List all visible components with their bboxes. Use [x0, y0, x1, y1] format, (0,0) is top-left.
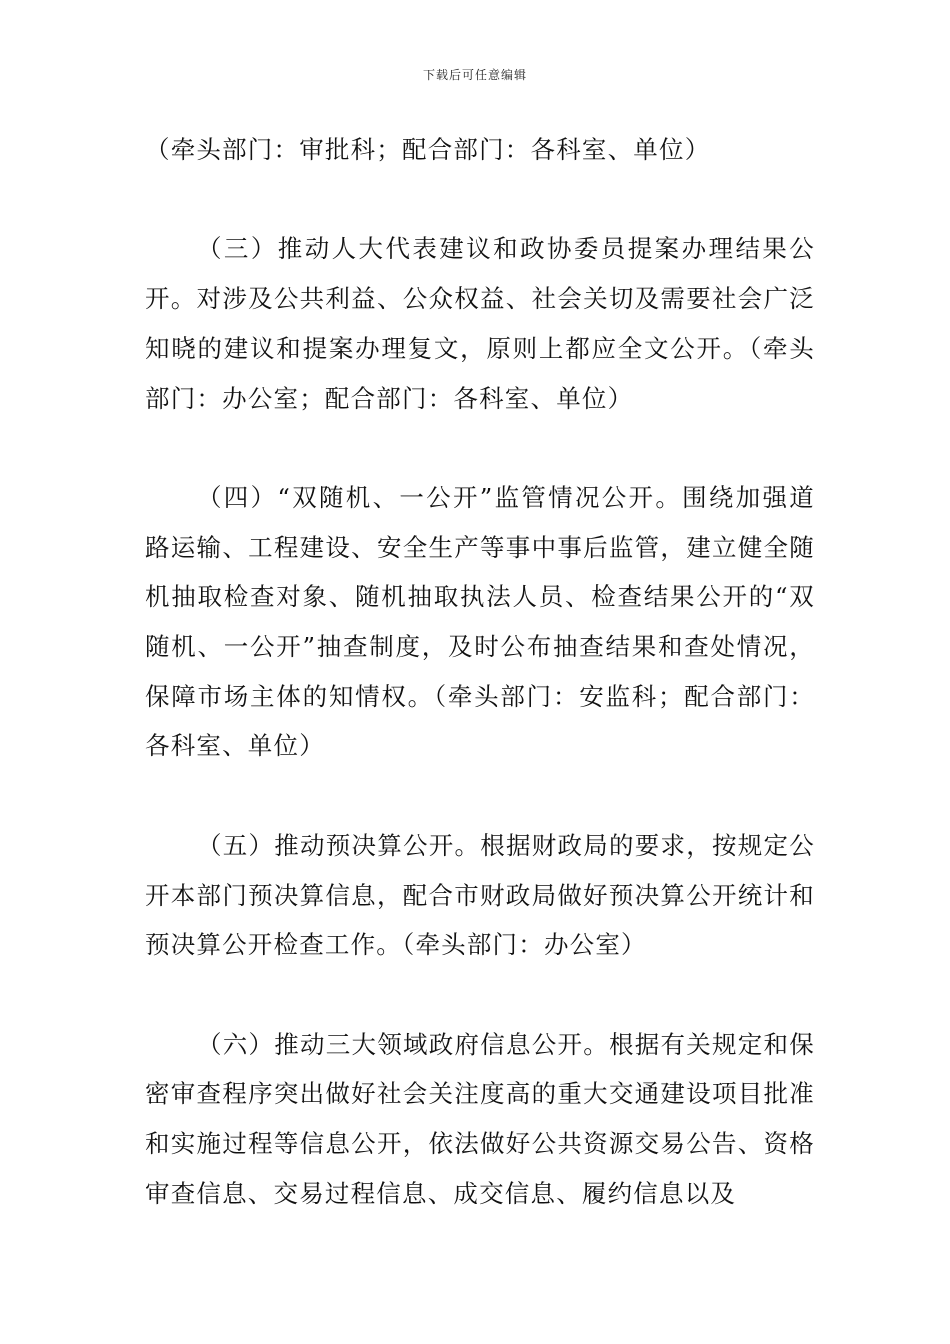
paragraph-gap	[145, 970, 815, 1020]
paragraph-0: （牵头部门：审批科；配合部门：各科室、单位）	[145, 135, 711, 164]
paragraph-gap	[145, 175, 815, 225]
paragraph-3: （五）推动预决算公开。根据财政局的要求，按规定公开本部门预决算信息，配合市财政局做好预决算公开统计和预决算公开检查工作。（牵头部门：办公室）	[145, 830, 815, 960]
header-note: 下载后可任意编辑	[422, 68, 527, 82]
document-body	[145, 125, 815, 1218]
paragraph-1: （三）推动人大代表建议和政协委员提案办理结果公开。对涉及公共利益、公众权益、社会关切及需要社会广泛知晓的建议和提案办理复文，原则上都应全文公开。（牵头部门：办公室；配合部门：各科室、单位）	[145, 234, 815, 413]
paragraph-gap	[145, 771, 815, 821]
paragraph-4: （六）推动三大领域政府信息公开。根据有关规定和保密审查程序突出做好社会关注度高的重大交通建设项目批准和实施过程等信息公开，依法做好公共资源交易公告、资格审查信息、交易过程信息、成交信息、履约信息以及	[145, 1029, 815, 1208]
paragraph-gap	[145, 423, 815, 473]
paragraph-2: （四）“双随机、一公开”监管情况公开。围绕加强道路运输、工程建设、安全生产等事中事后监管，建立健全随机抽取检查对象、随机抽取执法人员、检查结果公开的“双随机、一公开”抽查制度，及时公布抽查结果和查处情况，保障市场主体的知情权。（牵头部门：安监科；配合部门：各科室、单位）	[145, 482, 815, 761]
